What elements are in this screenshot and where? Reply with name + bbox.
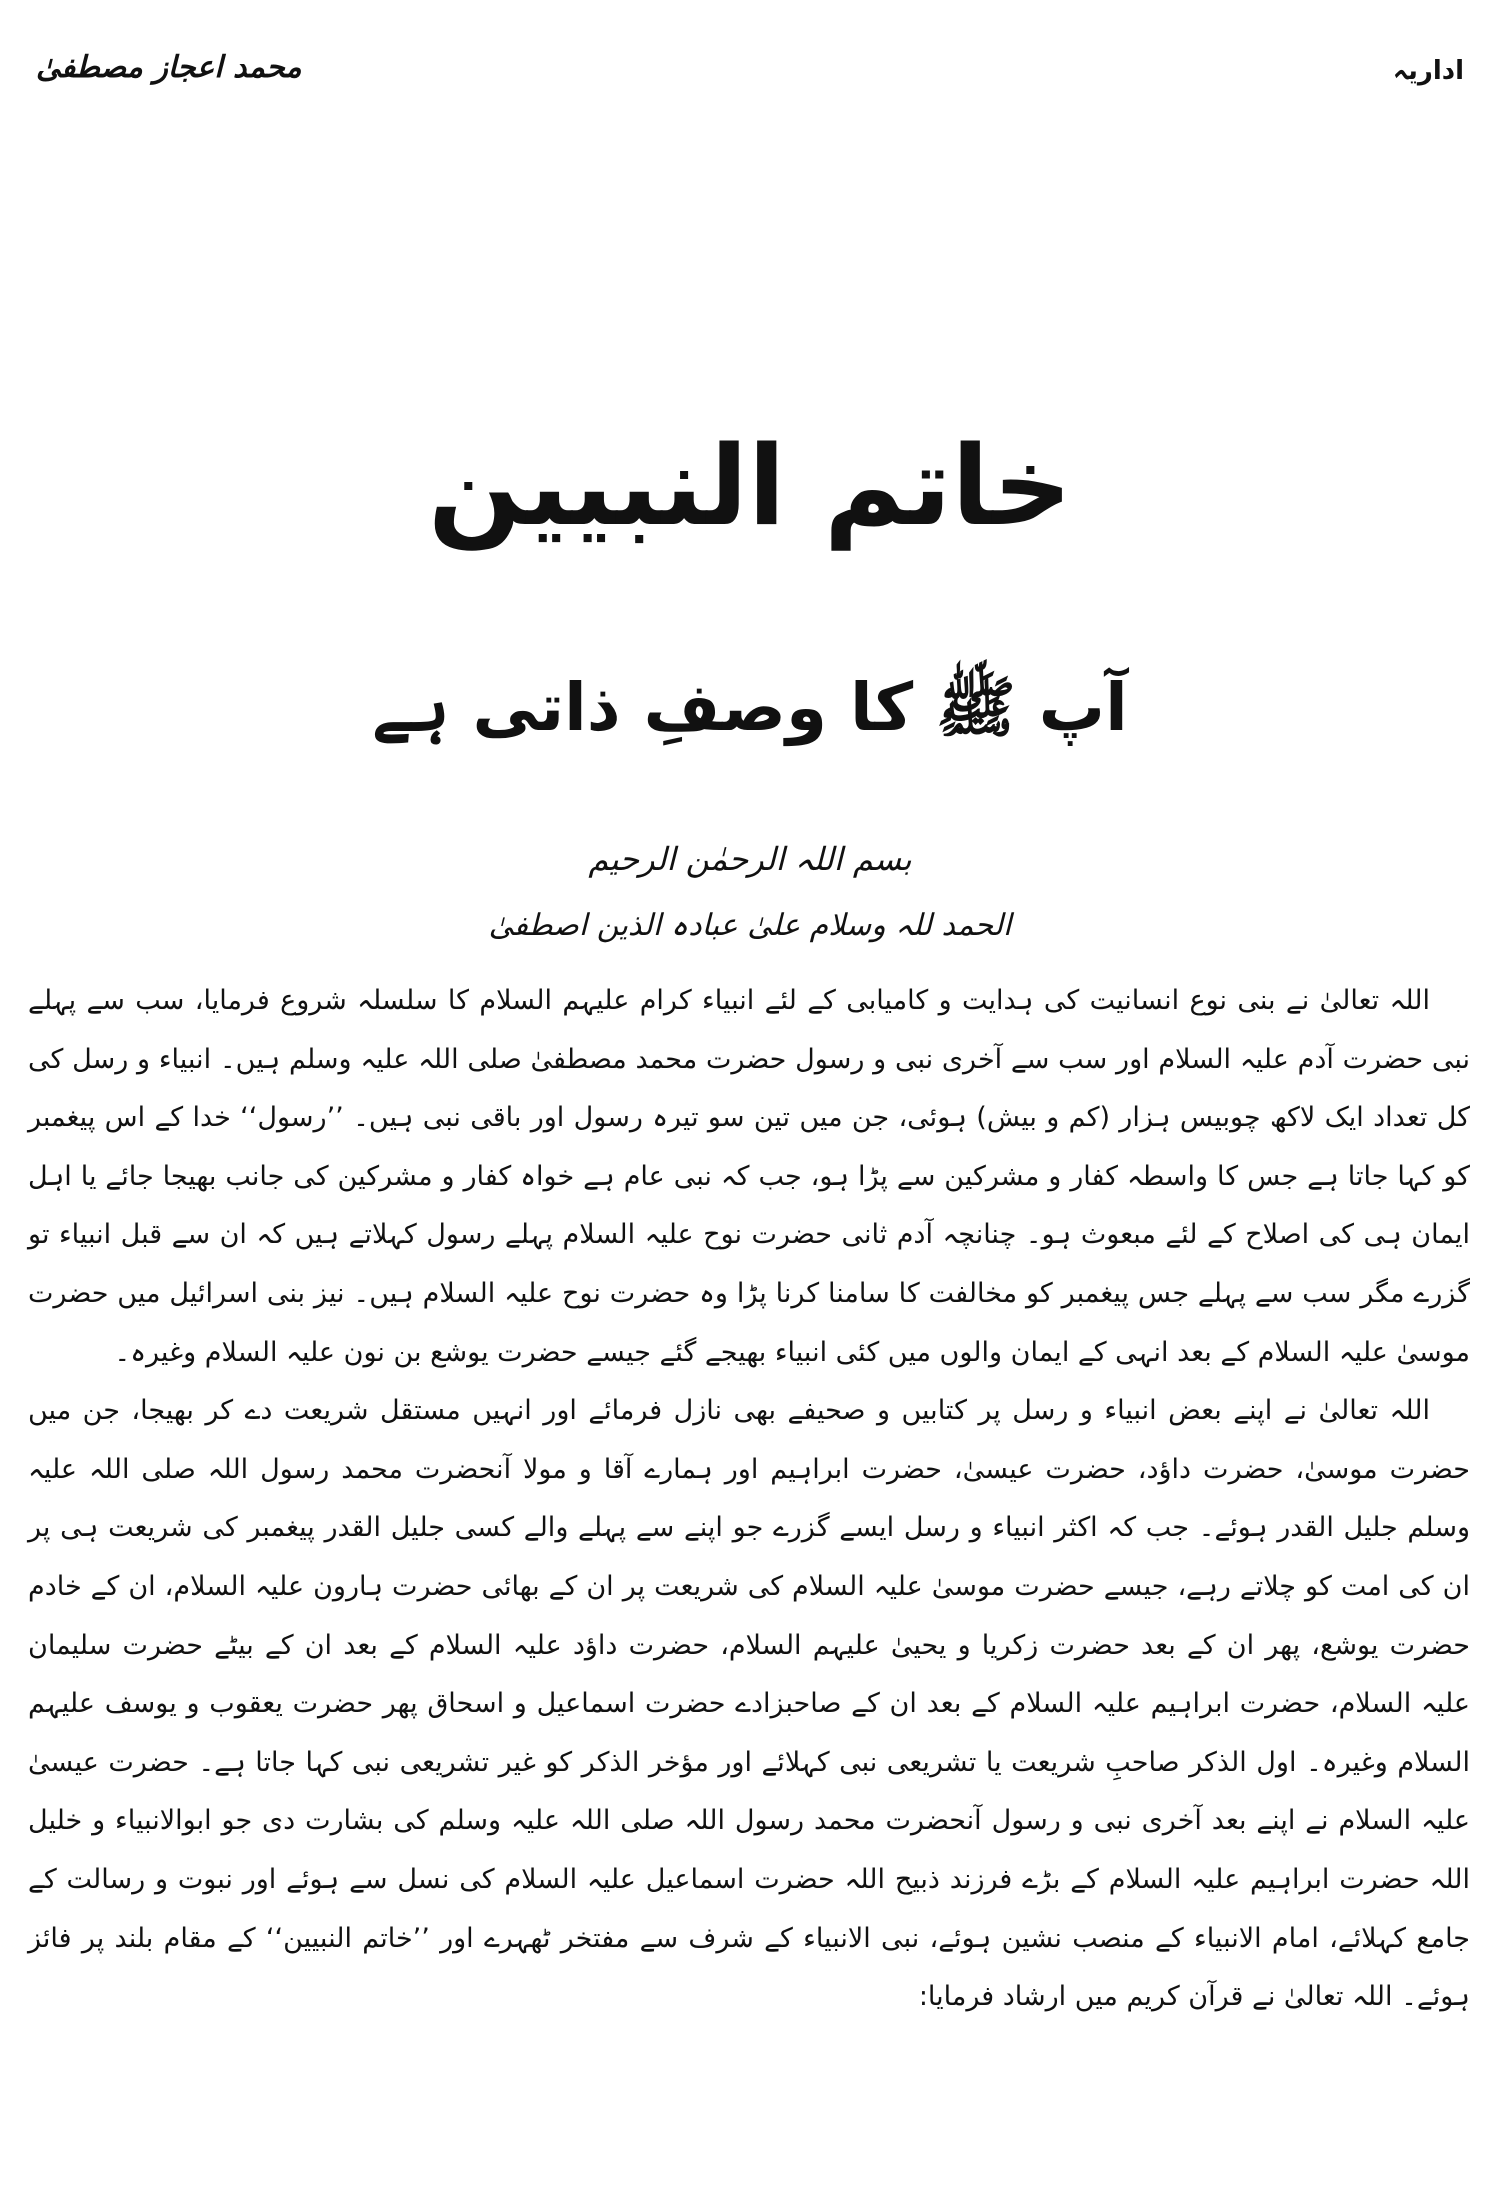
article-title: خاتم النبیین bbox=[427, 422, 1073, 550]
paragraph: اللہ تعالیٰ نے اپنے بعض انبیاء و رسل پر کتابیں و صحیفے بھی نازل فرمائے اور انہیں مستقل شریعت دے کر بھیجا، جن میں حضرت موسیٰ، حضرت داؤد، حضرت عیسیٰ، حضرت ابراہیم اور ہمارے آقا و مولا آنحضرت محمد رسول اللہ صلی اللہ علیہ وسلم جلیل القدر ہوئے۔ جب کہ اکثر انبیاء و رسل ایسے گزرے جو اپنے سے پہلے والے کسی جلیل القدر پیغمبر کی شریعت ہی پر ان کی امت کو چلاتے رہے، جیسے حضرت موسیٰ علیہ السلام کی شریعت پر ان کے بھائی حضرت ہارون علیہ السلام، ان کے خادم حضرت یوشع، پھر ان کے بعد حضرت زکریا و یحییٰ علیہم السلام، حضرت داؤد علیہ السلام کے بعد ان کے بیٹے حضرت سلیمان علیہ السلام، حضرت ابراہیم علیہ السلام کے بعد ان کے صاحبزادے حضرت اسماعیل و اسحاق پھر حضرت یعقوب و یوسف علیہم السلام وغیرہ۔ اول الذکر صاحبِ شریعت یا تشریعی نبی کہلائے اور مؤخر الذکر کو غیر تشریعی نبی کہا جاتا ہے۔ حضرت عیسیٰ علیہ السلام نے اپنے بعد آخری نبی و رسول آنحضرت محمد رسول اللہ صلی اللہ علیہ وسلم کی بشارت دی جو ابوالانبیاء و خلیل اللہ حضرت ابراہیم علیہ السلام کے بڑے فرزند ذبیح اللہ حضرت اسماعیل علیہ السلام کی نسل سے ہوئے اور نبوت و رسالت کے جامع کہلائے، امام الانبیاء کے منصب نشین ہوئے، نبی الانبیاء کے شرف سے مفتخر ٹھہرے اور ’’خاتم النبیین‘‘ کے مقام بلند پر فائز ہوئے۔ اللہ تعالیٰ نے قرآن کریم میں ارشاد فرمایا: bbox=[28, 1395, 1470, 2013]
article-body bbox=[28, 972, 1470, 2027]
section-label: اداریہ bbox=[1392, 56, 1464, 86]
author-name: محمد اعجاز مصطفیٰ bbox=[36, 50, 302, 85]
paragraph: اللہ تعالیٰ نے بنی نوع انسانیت کی ہدایت و کامیابی کے لئے انبیاء کرام علیہم السلام کا سلسلہ شروع فرمایا، سب سے پہلے نبی حضرت آدم علیہ السلام اور سب سے آخری نبی و رسول حضرت محمد مصطفیٰ صلی اللہ علیہ وسلم ہیں۔ انبیاء و رسل کی کل تعداد ایک لاکھ چوبیس ہزار (کم و بیش) ہوئی، جن میں تین سو تیرہ رسول اور باقی نبی ہیں۔ ’’رسول‘‘ خدا کے اس پیغمبر کو کہا جاتا ہے جس کا واسطہ کفار و مشرکین سے پڑا ہو، جب کہ نبی عام ہے خواہ کفار و مشرکین کی جانب بھیجا جائے یا اہل ایمان ہی کی اصلاح کے لئے مبعوث ہو۔ چنانچہ آدم ثانی حضرت نوح علیہ السلام پہلے رسول کہلاتے ہیں کہ ان سے قبل انبیاء تو گزرے مگر سب سے پہلے جس پیغمبر کو مخالفت کا سامنا کرنا پڑا وہ حضرت نوح علیہ السلام ہیں۔ نیز بنی اسرائیل میں حضرت موسیٰ علیہ السلام کے بعد انہی کے ایمان والوں میں کئی انبیاء بھیجے گئے جیسے حضرت یوشع بن نون علیہ السلام وغیرہ۔ bbox=[28, 985, 1470, 1368]
bismillah-line: بسم اللہ الرحمٰن الرحیم bbox=[588, 840, 912, 878]
article-subtitle: آپ ﷺ کا وصفِ ذاتی ہے bbox=[372, 669, 1128, 746]
hamd-line: الحمد للہ وسلام علیٰ عبادہ الذین اصطفیٰ bbox=[488, 908, 1012, 943]
